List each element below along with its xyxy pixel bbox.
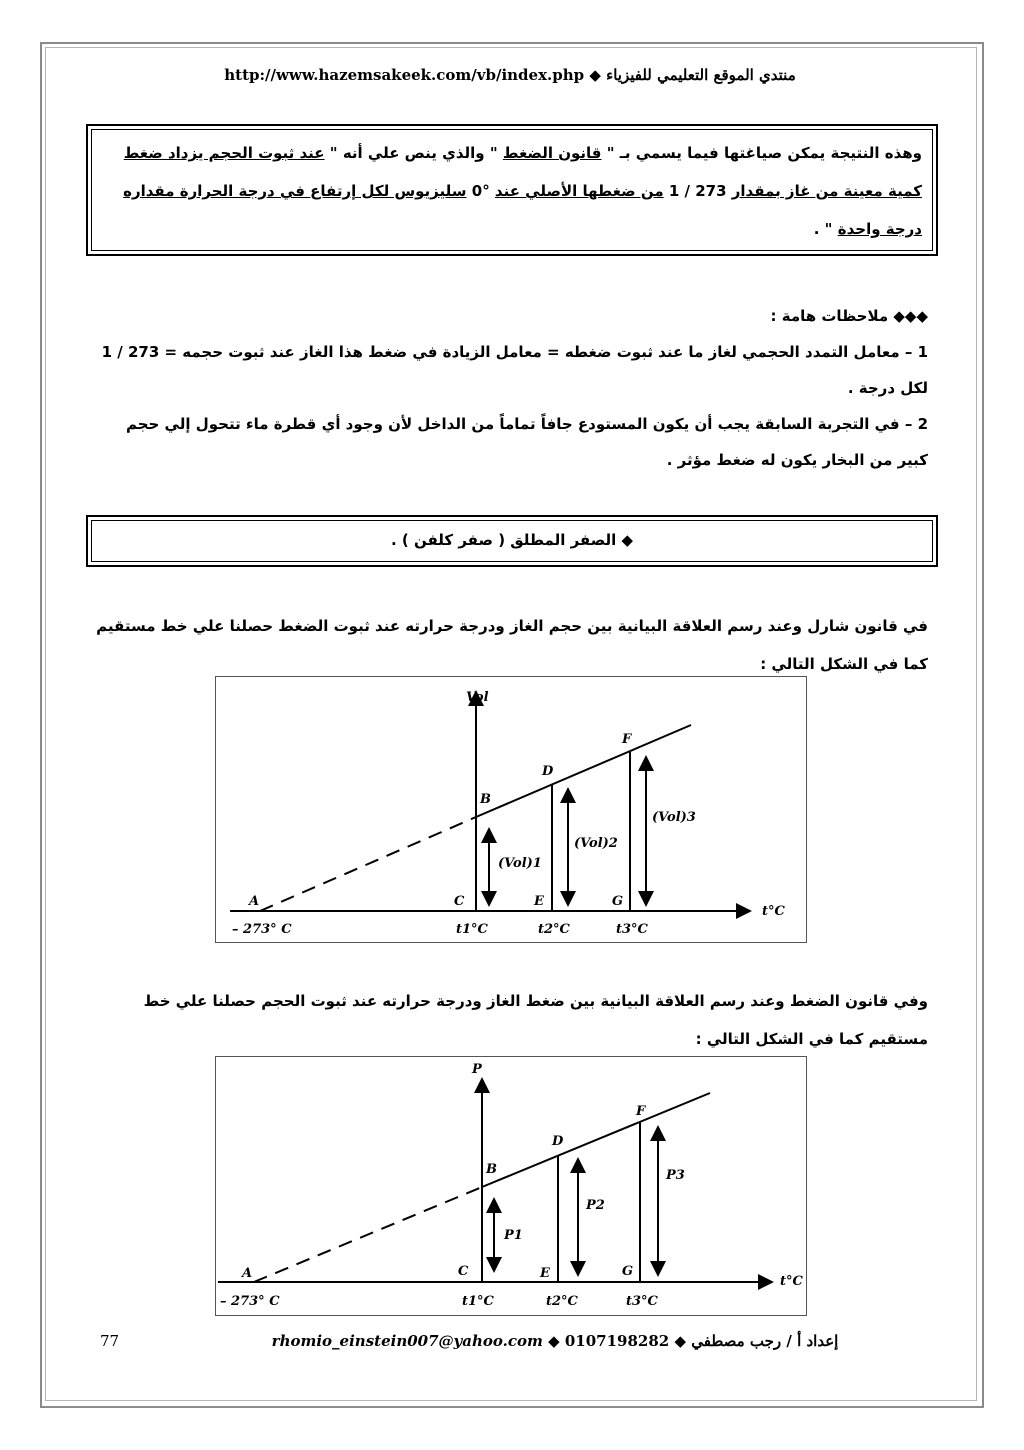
note-1: 1 – معامل التمدد الحجمي لغاز ما عند ثبوت ضغطه = معامل الزيادة في ضغط هذا الغاز عند ثبوت حجمه = 273 / 1 لكل درجة .	[101, 343, 928, 397]
page-footer	[60, 1332, 960, 1356]
graph-line	[476, 725, 691, 817]
law-box	[86, 124, 938, 256]
t3-label: t3°C	[626, 1294, 658, 1309]
page-header	[60, 66, 960, 84]
zero-kelvin-label: – 273° C	[220, 1294, 280, 1309]
point-e: E	[540, 1266, 550, 1281]
charles-paragraph: في قانون شارل وعند رسم العلاقة البيانية بين حجم الغاز ودرجة حرارته عند ثبوت الضغط حصلنا علي خط مستقيم كما في الشكل التالي :	[96, 617, 928, 673]
y-axis-label: P	[472, 1062, 482, 1077]
measure-label-3: P3	[666, 1168, 685, 1183]
footer-phone: 0107198282	[564, 1332, 670, 1350]
figure-volume-temperature	[215, 676, 807, 943]
point-g: G	[622, 1264, 634, 1279]
t2-label: t2°C	[538, 922, 570, 937]
point-c: C	[458, 1264, 469, 1279]
point-c: C	[454, 894, 465, 909]
t1-label: t1°C	[462, 1294, 494, 1309]
measure-label-1: (Vol)1	[498, 856, 542, 871]
header-separator: ◆	[589, 66, 601, 84]
point-f: F	[622, 732, 632, 747]
extrapolated-dashed-line	[254, 1187, 482, 1282]
point-e: E	[534, 894, 544, 909]
note-2: 2 – في التجربة السابقة يجب أن يكون المستودع جافاً تماماً من الداخل لأن وجود أي قطرة ماء تتحول إلي حجم كبير من البخار يكون له ضغط مؤثر .	[125, 415, 928, 469]
point-b: B	[480, 792, 491, 807]
header-site-name: منتدي الموقع التعليمي للفيزياء	[606, 66, 796, 84]
notes-section	[96, 298, 928, 478]
law-box-text: وهذه النتيجة يمكن صياغتها فيما يسمي بـ " قانون الضغط " والذي ينص علي أنه " عند ثبوت الحجم يزداد ضغط كمية معينة من غاز بمقدار 273 / 1 من ضغطها الأصلي عند °0 سليزيوس لكل إرتفاع في درجة الحرارة مقداره درجة واحدة " .	[123, 144, 922, 238]
footer-email[interactable]: rhomio_einstein007@yahoo.com	[271, 1332, 543, 1350]
measure-label-1: P1	[504, 1228, 523, 1243]
x-axis-label: t°C	[780, 1274, 803, 1289]
pressure-paragraph: وفي قانون الضغط وعند رسم العلاقة البيانية بين ضغط الغاز ودرجة حرارته عند ثبوت الحجم حصلنا علي خط مستقيم كما في الشكل التالي :	[143, 992, 928, 1048]
point-d: D	[552, 1134, 564, 1149]
x-axis-label: t°C	[762, 904, 785, 919]
figure-pressure-temperature	[215, 1056, 807, 1316]
zero-kelvin-label: – 273° C	[232, 922, 292, 937]
point-a: A	[249, 894, 260, 909]
measure-label-2: (Vol)2	[574, 836, 618, 851]
t2-label: t2°C	[546, 1294, 578, 1309]
footer-separator-1: ◆	[548, 1332, 560, 1350]
footer-credit	[240, 1332, 870, 1350]
t1-label: t1°C	[456, 922, 488, 937]
header-url[interactable]: http://www.hazemsakeek.com/vb/index.php	[224, 66, 585, 84]
t3-label: t3°C	[616, 922, 648, 937]
measure-label-2: P2	[586, 1198, 605, 1213]
section-title-box	[86, 515, 938, 567]
point-d: D	[542, 764, 554, 779]
footer-author: إعداد أ / رجب مصطفي	[691, 1332, 839, 1350]
extrapolated-dashed-line	[260, 817, 476, 911]
point-g: G	[612, 894, 624, 909]
notes-heading: ◆◆◆ ملاحظات هامة :	[770, 307, 928, 325]
page-number: 77	[100, 1332, 120, 1350]
point-a: A	[242, 1266, 253, 1281]
footer-separator-2: ◆	[674, 1332, 687, 1350]
point-f: F	[636, 1104, 646, 1119]
section-title: ◆ الصفر المطلق ( صفر كلفن ) .	[390, 531, 634, 549]
measure-label-3: (Vol)3	[652, 810, 696, 825]
point-b: B	[486, 1162, 497, 1177]
y-axis-label: Vol	[466, 690, 489, 705]
